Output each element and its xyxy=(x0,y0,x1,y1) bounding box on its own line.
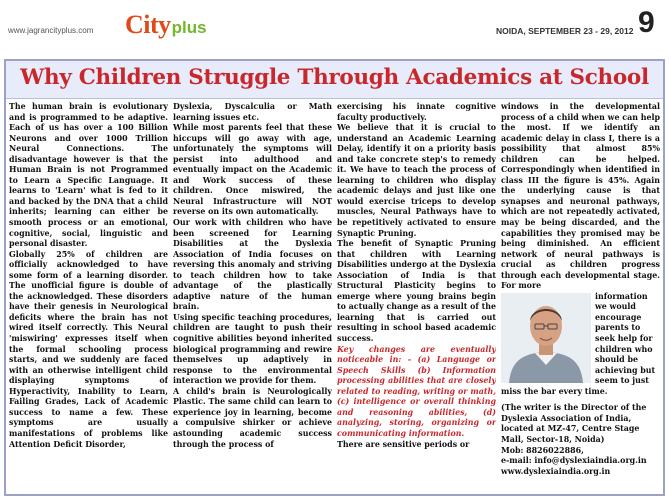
page-number: 9 xyxy=(638,6,655,39)
paragraph: Our work with children who have been screened for Learning Disabilities at the Dyslexia Association of India focuses on reversing this anomaly and striving to teach children how to take advantage of the plastically adaptive nature of the human brain. xyxy=(173,218,332,312)
edition-date: NOIDA, SEPTEMBER 23 - 29, 2012 xyxy=(496,26,634,36)
masthead xyxy=(0,0,670,52)
column-1 xyxy=(9,102,168,494)
headline-band xyxy=(6,61,663,99)
author-mobile: Mob: 8826022886, xyxy=(501,445,584,455)
author-website[interactable]: www.dyslexiaindia.org.in xyxy=(501,466,611,476)
paragraph: Globally 25% of children are officially acknowledged to have some form of a learning disorder. The unofficial figure is double of the acknowledged. These disorders have their genesis in Neurological deficits where the brain has not wired itself correctly. This Neural 'miswiring' expresses itself when the formal schooling process starts, and we suddenly are faced with an otherwise intelligent child displaying symptoms of Hyperactivity, Inability to Learn, Failing Grades, Lack of Academic success to name a few. These symptoms are usually manifestations of problems like Attention Deficit Disorder, xyxy=(9,249,168,449)
author-email[interactable]: e-mail: info@dyslexiaindia.org.in xyxy=(501,456,647,466)
paragraph: information we would encourage parents to seek help for children who should be achieving but seem to just miss the bar every time. xyxy=(501,291,656,396)
logo-plus-text: plus xyxy=(171,18,207,37)
paragraph: exercising his innate cognitive faculty productively. xyxy=(337,102,496,122)
article-headline: Why Children Struggle Through Academics at School xyxy=(20,65,649,90)
site-url[interactable]: www.jagrancityplus.com xyxy=(8,26,94,35)
paragraph: Using specific teaching procedures, children are taught to push their cognitive abilities beyond inherited biological programming and rewire themselves up adaptively in response to the environmental interaction we provide for them. xyxy=(173,312,332,386)
author-bio: (The writer is the Director of the Dyslexia Association of India, located at MZ-47, Centre Stage Mall, Sector-18, Noida) xyxy=(501,403,647,444)
cityplus-logo xyxy=(125,10,207,44)
paragraph: A child's brain is Neurologically Plastic. The same child can learn to experience joy in learning, become a compulsive shirker or achieve astounding academic success through the process of xyxy=(173,386,332,449)
logo-city-text: City xyxy=(125,10,171,39)
paragraph: windows in the developmental process of a child when we can help the most. If we identify an academic delay in class I, there is a possibility that almost 85% children can be helped. Correspondingly when identified in class III the figure is 45%. Again the underlying cause is that synapses and neuronal pathways, which are not repeatedly activated, may be being discarded, and the capabilities they promised may be being diminished. An efficient network of neural pathways is crucial as children progress through each developmental stage. For more xyxy=(501,102,660,291)
author-photo xyxy=(501,293,591,383)
article-box xyxy=(4,59,665,496)
column-4 xyxy=(501,102,660,494)
column-2 xyxy=(173,102,332,494)
key-changes-text: Key changes are eventually noticeable in: - (a) Language or Speech Skills (b) Information processing abilities that are closely related to reading, writing or math, (c) intelligence or overall thinking and reasoning abilities, (d) analyzing, storing, organizing or communicating information. xyxy=(337,344,496,438)
paragraph: The benefit of Synaptic Pruning that children with Learning Disabilities undergo at the Dyslexia Association of India is that Structural Plasticity begins to emerge where young brains begin to actually change as a result of the learning that is carried out resulting in school based academic success. xyxy=(337,239,496,344)
paragraph: There are sensitive periods or xyxy=(337,439,470,449)
paragraph: Dyslexia, Dyscalculia or Math learning issues etc. xyxy=(173,102,332,122)
paragraph: While most parents feel that these hiccups will go away with age, unfortunately the symptoms will persist into adulthood and eventually impact on the Academic and Work success of these children. Once miswired, the Neural Infrastructure will NOT reverse on its own automatically. xyxy=(173,123,332,217)
article-columns xyxy=(9,102,660,494)
paragraph: The human brain is evolutionary and is programmed to be adaptive. Each of us has over a 100 Billion Neurons and over 1000 Trillion Neural Connections. The disadvantage however is that the Human Brain is not Programmed to Learn a Specific Language. It learns to 'Learn' what is fed to it and backed by the DNA that a child inherits; learning can either be smooth process or an emotional, cognitive, social, linguistic and personal disaster. xyxy=(9,102,168,249)
column-3 xyxy=(337,102,496,494)
paragraph: We believe that it is crucial to understand an Academic Learning Delay, identify it on a priority basis and take concrete step's to remedy it. We have to teach the process of learning to children who display academic delays and just like one would exercise triceps to develop muscles, Neural Pathways have to be repetitively activated to ensure Synaptic Pruning. xyxy=(337,123,496,238)
